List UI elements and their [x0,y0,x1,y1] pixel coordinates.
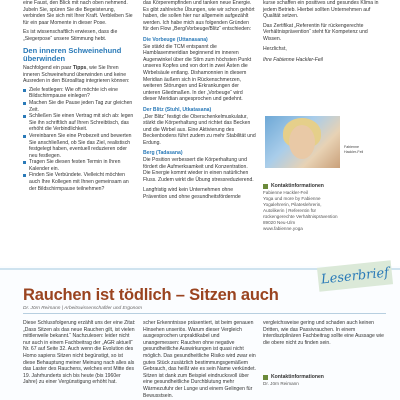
contact-box [263,183,383,232]
caption-line: Hackler-Feil [344,149,364,154]
tips-list [23,87,136,193]
letter-text: Diese Schlussfolgerung erzählt uns der eine Zitat: „Dass Sitzen als das neue Rauchen gilt, ist vielen mittlerweile bekannt.“ Nachzulesen: leider nicht nur auch in einem Fachbeitrag der „AGR aktuell“ Nr. 67 auf Seite 32. Auch wenn die Evolution des Homo sapiens Sitzen nicht begünstigt, so ist diese Behauptung meiner Meinung nach alles als das Laster des Rauchens, welches erst Mitte des 19. Jahrhunderts sich bis heute (bis 1960er Jahre) zu einer Vergünstigung erhöht hat. [23,320,136,386]
letter-contact-box [263,374,383,387]
column-left [23,0,136,192]
contact-title: Kontaktinformationen [271,374,324,380]
contact-line: Yogalehrerin, Pilateslehrerin, [263,201,322,207]
tips-post: , wie Sie Ihren inneren Schweinehund überwinden und keine Ausreden in den Büroalltag integrieren können: [23,64,130,85]
square-icon [263,375,268,380]
contact-line: 89020 Neu-Ulm [263,219,296,225]
list-item: Finden Sie Verbündete. Vielleicht möchten auch Ihre Kollegen mit Ihnen gemeinsam an der Bildschirmpause teilnehmen? [23,172,136,192]
list-item: Ziele festlegen: Wie oft möchte ich eine Bildschirmpause einlegen? [23,87,136,100]
letter-byline: Dr. Jörn Reimann | Arbeitswissenschaftler und Ergonom [23,306,142,311]
contact-line: Autolikerin | Referentin für [263,207,317,213]
intro-text: kurse schaffen ein positives und gesundes Klima in jedem Betrieb. Hierbei sollten Unternehmen auf Qualität setzen. [263,0,379,20]
paragraph: Das Zertifikat „Referentin für rückengerechte Verhältnisprävention“ steht für Kompetenz und Wissen. [263,22,368,42]
letter-rule [23,313,386,314]
paragraph: Es ist wissenschaftlich erwiesen, dass die „Siegerpose“ unsere Stimmung hebt. [23,29,118,42]
contact-line: Dr. Jörn Reimann [263,380,299,386]
pose-heading: Die Vorbeuge (Uttanasana) [143,36,208,43]
stamp-label: Leserbrief [320,264,390,288]
photo-face [289,125,315,159]
square-icon [263,184,268,189]
pose-text: Die Position verbessert die Körperhaltung und fördert die Aufmerksamkeit und Konzentration. Die Energie kommt wieder in einen natürlichen Fluss. Zudem wirkt die Übung stressreduzierend. [143,157,254,183]
tips-bold: Tipps [72,64,87,71]
contact-line: Yoga und more by Fabienne [263,195,321,201]
list-item: Vereinbaren Sie eine Probezeit und bewerten Sie anschließend, ob Sie das Ziel, realistisch festgelegt haben, eventuell reduzieren oder neu festlegen. [23,133,136,159]
letter-text: scher Erkenntnisse präsentiert, ist beim genauen Hinsehen unseriös. Warum dieser Vergleich ausgesprochen unpraktikabel und unangemessen: Rauchen ohne negative gesundheitliche Auswirkungen ist quasi nicht möglich. Das gesundheitliche Risiko wird zwar ein gutes Stück zusätzlich bestimmungsgemäßem Gebrauch, das heißt wie es sein Name verkündet. Sitzen ist dank zum Beispiel eindrucksvoll über eine gesundheitliche Durchblutung mehr Wärmezufuhr der Lunge und einem Gelingen für Bewusstsein. [143,320,256,399]
photo-caption [344,145,384,154]
column-middle [143,0,256,201]
author-photo [265,116,340,168]
letter-title: Rauchen ist tödlich – Sitzen auch [23,286,279,304]
letter-text: vergleichsweise gering und schaden auch keinen Dritten, wie das Passivrauchen. In einem interdisziplinären Fachbeitrag sollte eine Aussage wie die obere nicht zu finden sein. [263,320,384,346]
pose-heading: Berg (Tadasana) [143,150,183,157]
intro-text: das Körperempfinden und tanken neue Energie. Es gibt zahlreiche Übungen, wie wir schon gehört haben, die sollen hier nur allgemein aufgezählt werden. Ich habe mich aus folgenden Gründen für den Flow „Berg/Vorbeuge/Blitz“ entschieden: [143,0,255,33]
section-heading: Den inneren Schweinehund überwinden [23,45,122,63]
greeting: Herzlichst, [263,45,287,52]
caption-line: Fabienne [344,145,359,149]
letter-column-middle [143,320,256,399]
closing-text: Langfristig wird kein Unternehmen ohne Prävention und ohne gesundheitsfördernde [143,187,241,201]
list-item: Tragen Sie diesen festen Termin in Ihren Kalender ein. [23,159,136,172]
contact-title: Kontaktinformationen [271,183,324,189]
pose-heading: Der Blitz (Stuhl, Utkatasana) [143,106,212,113]
signature: Ihre Fabienne Hackler-Feil [263,57,323,64]
list-item: Machen Sie die Pause jeden Tag zur gleichen Zeit. [23,100,136,113]
contact-line: rückengerechte Verhältnisprävention [263,213,338,219]
contact-line: Fabienne Hackler-Feil [263,189,308,195]
contact-website-link[interactable]: www.fabienne.yoga [263,225,303,231]
letter-column-left [23,320,136,386]
tips-intro [23,65,136,85]
contact-header [263,374,383,381]
letter-column-right [263,320,386,346]
pose-text: Sie stärkt die TCM entspannt die Hamblasenmeridian beginnend im inneren Augenwinkel über die Stirn zum höchsten Punkt unseres Kopfes und von dort in zwei Ästen die Wirbelsäule entlang. Dishamonnien in diesem Meridian äußern sich in Rückenschmerzen, weiteren Störungen und Erkrankungen der unteren Gliedmaßen. In der „Vorbeuge“ wird dieser Meridian angesprochen und gedehnt. [143,43,252,103]
list-item: Schließen Sie einen Vertrag mit sich ab: legen Sie ihn schriftlich auf Ihren Schreibtisch, das erhöht die Verbindlichkeit. [23,113,136,133]
column-right [263,0,386,69]
contact-header [263,183,383,190]
pose-text: „Der Blitz“ festigt die Oberschenkelmuskulatur, stärkt die Körperhaltung und richtet das Becken und die Wirbel aus. Eine Aktivierung des Beckenbodens führt zudem zu mehr Stabilität und Erdung. [143,113,256,146]
tips-pre: Nachfolgend ein paar [23,64,73,71]
intro-text: eine Faust, den Blick mit nach oben nehmend. Jubeln Sie, spüren Sie die Begeisterung, verbinden Sie sich mit Ihrer Kraft. Verbleiben Sie für ein paar Momente in dieser Pose. [23,0,133,26]
